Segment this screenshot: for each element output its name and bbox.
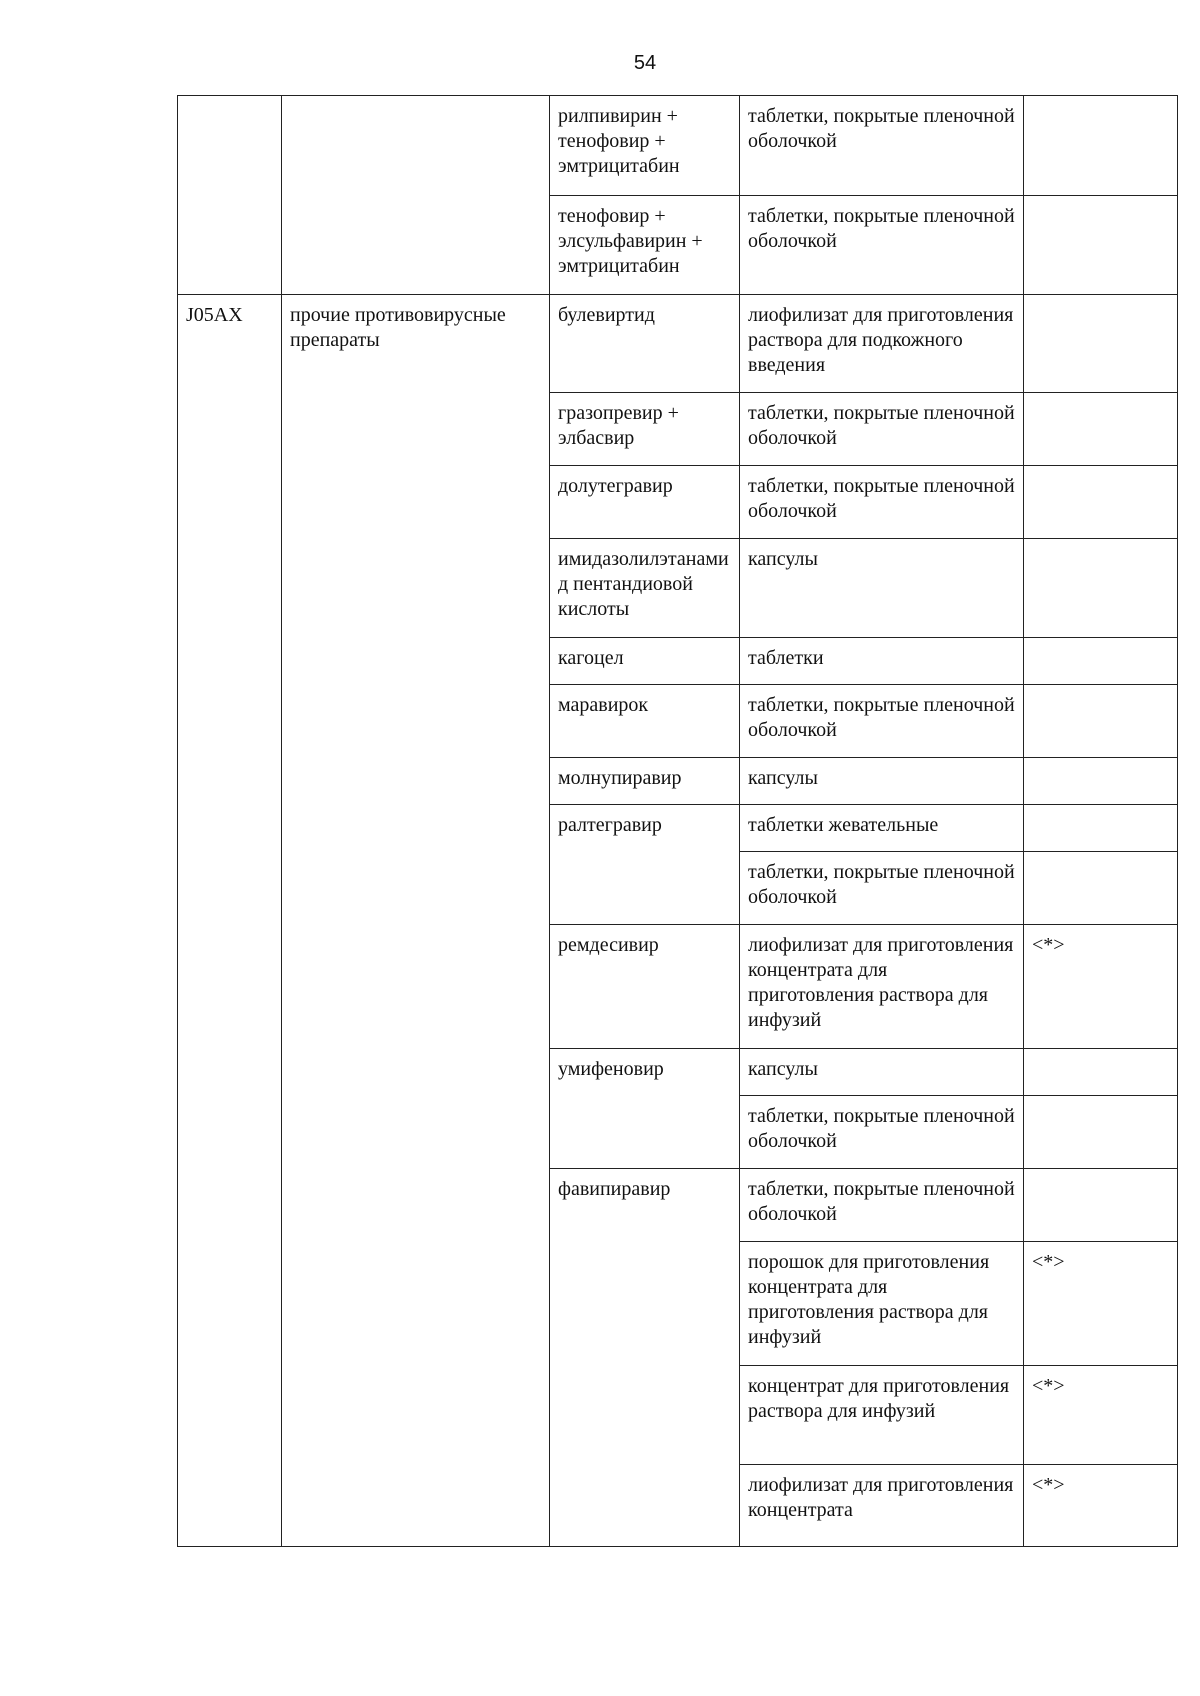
- dosage-form-cell: таблетки, покрытые пленочной оболочкой: [740, 96, 1024, 196]
- note-cell: <*>: [1024, 925, 1178, 1049]
- dosage-form-cell: таблетки, покрытые пленочной оболочкой: [740, 466, 1024, 539]
- drug-name-cell: молнупиравир: [550, 758, 740, 805]
- note-cell: [1024, 758, 1178, 805]
- note-cell: [1024, 1096, 1178, 1169]
- drug-name-cell: долутегравир: [550, 466, 740, 539]
- dosage-form-cell: капсулы: [740, 1049, 1024, 1096]
- page-number: 54: [633, 52, 657, 74]
- note-cell: [1024, 1169, 1178, 1242]
- note-cell: [1024, 685, 1178, 758]
- note-cell: <*>: [1024, 1465, 1178, 1547]
- note-cell: [1024, 852, 1178, 925]
- dosage-form-cell: таблетки, покрытые пленочной оболочкой: [740, 393, 1024, 466]
- drug-name-cell: маравирок: [550, 685, 740, 758]
- table-row: [178, 295, 1178, 393]
- table-row: [178, 96, 1178, 196]
- atc-code-cell: J05AX: [178, 295, 282, 1547]
- dosage-form-cell: капсулы: [740, 539, 1024, 638]
- dosage-form-cell: капсулы: [740, 758, 1024, 805]
- dosage-form-cell: порошок для приготовления концентрата для приготовления раствора для инфузий: [740, 1242, 1024, 1366]
- dosage-form-cell: концентрат для приготовления раствора для инфузий: [740, 1366, 1024, 1465]
- dosage-form-cell: таблетки, покрытые пленочной оболочкой: [740, 852, 1024, 925]
- note-cell: <*>: [1024, 1366, 1178, 1465]
- dosage-form-cell: таблетки, покрытые пленочной оболочкой: [740, 1096, 1024, 1169]
- drug-name-cell: тенофовир + элсульфавирин + эмтрицитабин: [550, 196, 740, 295]
- note-cell: [1024, 96, 1178, 196]
- note-cell: <*>: [1024, 1242, 1178, 1366]
- drug-name-cell: ремдесивир: [550, 925, 740, 1049]
- drug-name-cell: имидазолилэтанамид пентандиовой кислоты: [550, 539, 740, 638]
- group-name-cell: прочие противовирусные препараты: [282, 295, 550, 1547]
- note-cell: [1024, 539, 1178, 638]
- atc-code-cell: [178, 96, 282, 295]
- drug-name-cell: кагоцел: [550, 638, 740, 685]
- note-cell: [1024, 393, 1178, 466]
- drug-name-cell: рилпивирин + тенофовир + эмтрицитабин: [550, 96, 740, 196]
- note-cell: [1024, 805, 1178, 852]
- note-cell: [1024, 295, 1178, 393]
- drug-name-cell: умифеновир: [550, 1049, 740, 1169]
- group-name-cell: [282, 96, 550, 295]
- drug-name-cell: ралтегравир: [550, 805, 740, 925]
- dosage-form-cell: таблетки, покрытые пленочной оболочкой: [740, 685, 1024, 758]
- drug-name-cell: фавипиравир: [550, 1169, 740, 1547]
- note-cell: [1024, 638, 1178, 685]
- dosage-form-cell: таблетки жевательные: [740, 805, 1024, 852]
- note-cell: [1024, 466, 1178, 539]
- dosage-form-cell: лиофилизат для приготовления концентрата: [740, 1465, 1024, 1547]
- dosage-form-cell: таблетки, покрытые пленочной оболочкой: [740, 1169, 1024, 1242]
- dosage-form-cell: лиофилизат для приготовления раствора для подкожного введения: [740, 295, 1024, 393]
- drug-name-cell: булевиртид: [550, 295, 740, 393]
- medications-table: [177, 95, 1178, 1547]
- dosage-form-cell: таблетки: [740, 638, 1024, 685]
- drug-name-cell: гразопревир + элбасвир: [550, 393, 740, 466]
- note-cell: [1024, 196, 1178, 295]
- dosage-form-cell: таблетки, покрытые пленочной оболочкой: [740, 196, 1024, 295]
- dosage-form-cell: лиофилизат для приготовления концентрата для приготовления раствора для инфузий: [740, 925, 1024, 1049]
- note-cell: [1024, 1049, 1178, 1096]
